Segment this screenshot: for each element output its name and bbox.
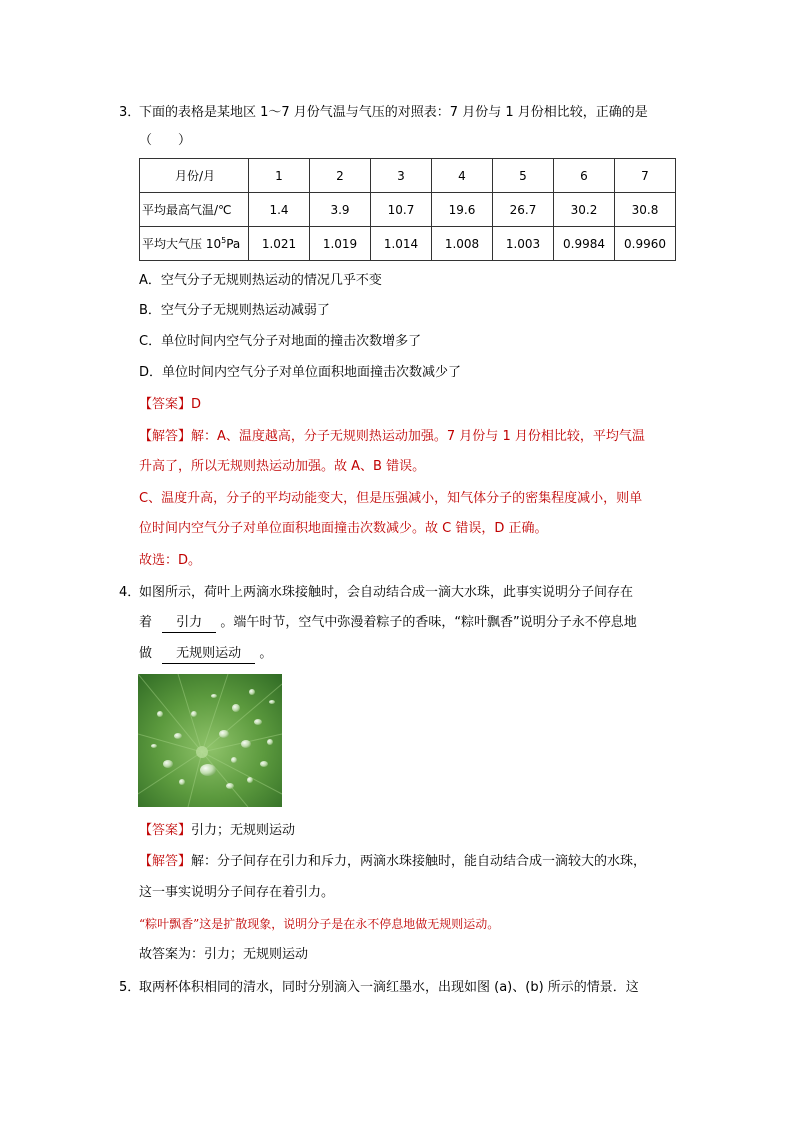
analysis-line: 位时间内空气分子对单位面积地面撞击次数减少。故 C 错误，D 正确。	[139, 521, 548, 536]
analysis-line: 升高了，所以无规则热运动加强。故 A、B 错误。	[139, 459, 426, 474]
table-header-cell: 7	[615, 159, 676, 193]
question-5-number: 5．	[119, 980, 141, 995]
table-header-cell: 6	[554, 159, 615, 193]
answer-label: 【答案】	[139, 823, 192, 838]
table-header-cell: 2	[310, 159, 371, 193]
table-header-cell: 月份/月	[140, 159, 249, 193]
table-row-label-exponent: 5	[221, 236, 227, 245]
question-4-text: 。端午时节，空气中弥漫着粽子的香味，“粽叶飘香”说明分子永不停息地	[220, 615, 637, 630]
table-header-cell: 4	[432, 159, 493, 193]
table-header-cell: 1	[249, 159, 310, 193]
question-3-number: 3．	[119, 105, 141, 120]
pressure-temperature-table	[139, 158, 676, 261]
option-b: B．空气分子无规则热运动减弱了	[139, 303, 330, 318]
table-cell: 10.7	[371, 193, 432, 227]
analysis-line: “粽叶飘香”这是扩散现象，说明分子是在永不停息地做无规则运动。	[139, 917, 500, 931]
table-row-label	[140, 227, 249, 261]
answer-value: D	[191, 397, 202, 412]
table-cell: 3.9	[310, 193, 371, 227]
answer-label: 【答案】	[139, 397, 192, 412]
analysis-label: 【解答】	[139, 854, 192, 869]
table-row	[140, 193, 676, 227]
question-3-paren: （ ）	[139, 133, 192, 148]
table-cell: 1.021	[249, 227, 310, 261]
table-cell: 1.4	[249, 193, 310, 227]
table-cell: 0.9984	[554, 227, 615, 261]
analysis-line: 这一事实说明分子间存在着引力。	[139, 885, 335, 900]
analysis-line	[139, 427, 645, 447]
question-4-text: 做	[139, 646, 153, 661]
question-3-stem: 下面的表格是某地区 1～7 月份气温与气压的对照表：7 月份与 1 月份相比较，正确的是	[139, 105, 648, 120]
option-a: A．空气分子无规则热运动的情况几乎不变	[139, 273, 382, 288]
analysis-line: C、温度升高，分子的平均动能变大，但是压强减小，知气体分子的密集程度减小，则单	[139, 491, 643, 506]
question-4-line: 如图所示，荷叶上两滴水珠接触时，会自动结合成一滴大水珠，此事实说明分子间存在	[139, 585, 634, 600]
table-cell: 1.014	[371, 227, 432, 261]
question-4-number: 4．	[119, 585, 141, 600]
question-4-line	[139, 613, 637, 633]
table-row	[140, 227, 676, 261]
table-row-label-unit: Pa	[226, 237, 241, 251]
conclusion: 故选：D。	[139, 553, 202, 568]
answer-block	[139, 821, 295, 841]
analysis-label: 【解答】	[139, 429, 192, 444]
option-d: D．单位时间内空气分子对单位面积地面撞击次数减少了	[139, 365, 462, 380]
answer-value: 引力；无规则运动	[191, 823, 296, 838]
table-row-label: 平均最高气温/℃	[140, 193, 249, 227]
table-cell: 19.6	[432, 193, 493, 227]
table-cell: 30.8	[615, 193, 676, 227]
option-c: C．单位时间内空气分子对地面的撞击次数增多了	[139, 334, 422, 349]
table-cell: 0.9960	[615, 227, 676, 261]
fill-blank-1: 引力	[162, 614, 216, 633]
conclusion: 故答案为：引力；无规则运动	[139, 947, 309, 962]
table-cell: 1.008	[432, 227, 493, 261]
answer-block	[139, 395, 201, 415]
question-4-text: 。	[259, 646, 273, 661]
table-row-label-main: 平均大气压 10	[142, 237, 222, 251]
fill-blank-2: 无规则运动	[162, 645, 255, 664]
question-4-text: 着	[139, 615, 153, 630]
table-cell: 1.019	[310, 227, 371, 261]
table-header-cell: 3	[371, 159, 432, 193]
table-cell: 30.2	[554, 193, 615, 227]
question-4-line	[139, 644, 272, 664]
analysis-text: 解：分子间存在引力和斥力，两滴水珠接触时，能自动结合成一滴较大的水珠，	[191, 854, 647, 869]
lotus-leaf-image	[138, 674, 282, 807]
analysis-line	[139, 852, 646, 872]
table-cell: 1.003	[493, 227, 554, 261]
table-cell: 26.7	[493, 193, 554, 227]
table-header-row	[140, 159, 676, 193]
lotus-leaf-illustration	[138, 674, 282, 807]
analysis-text: 解：A、温度越高，分子无规则热运动加强。7 月份与 1 月份相比较，平均气温	[191, 429, 645, 444]
table-header-cell: 5	[493, 159, 554, 193]
question-5-line: 取两杯体积相同的清水，同时分别滴入一滴红墨水，出现如图 (a)、(b) 所示的情景．这	[139, 980, 639, 995]
